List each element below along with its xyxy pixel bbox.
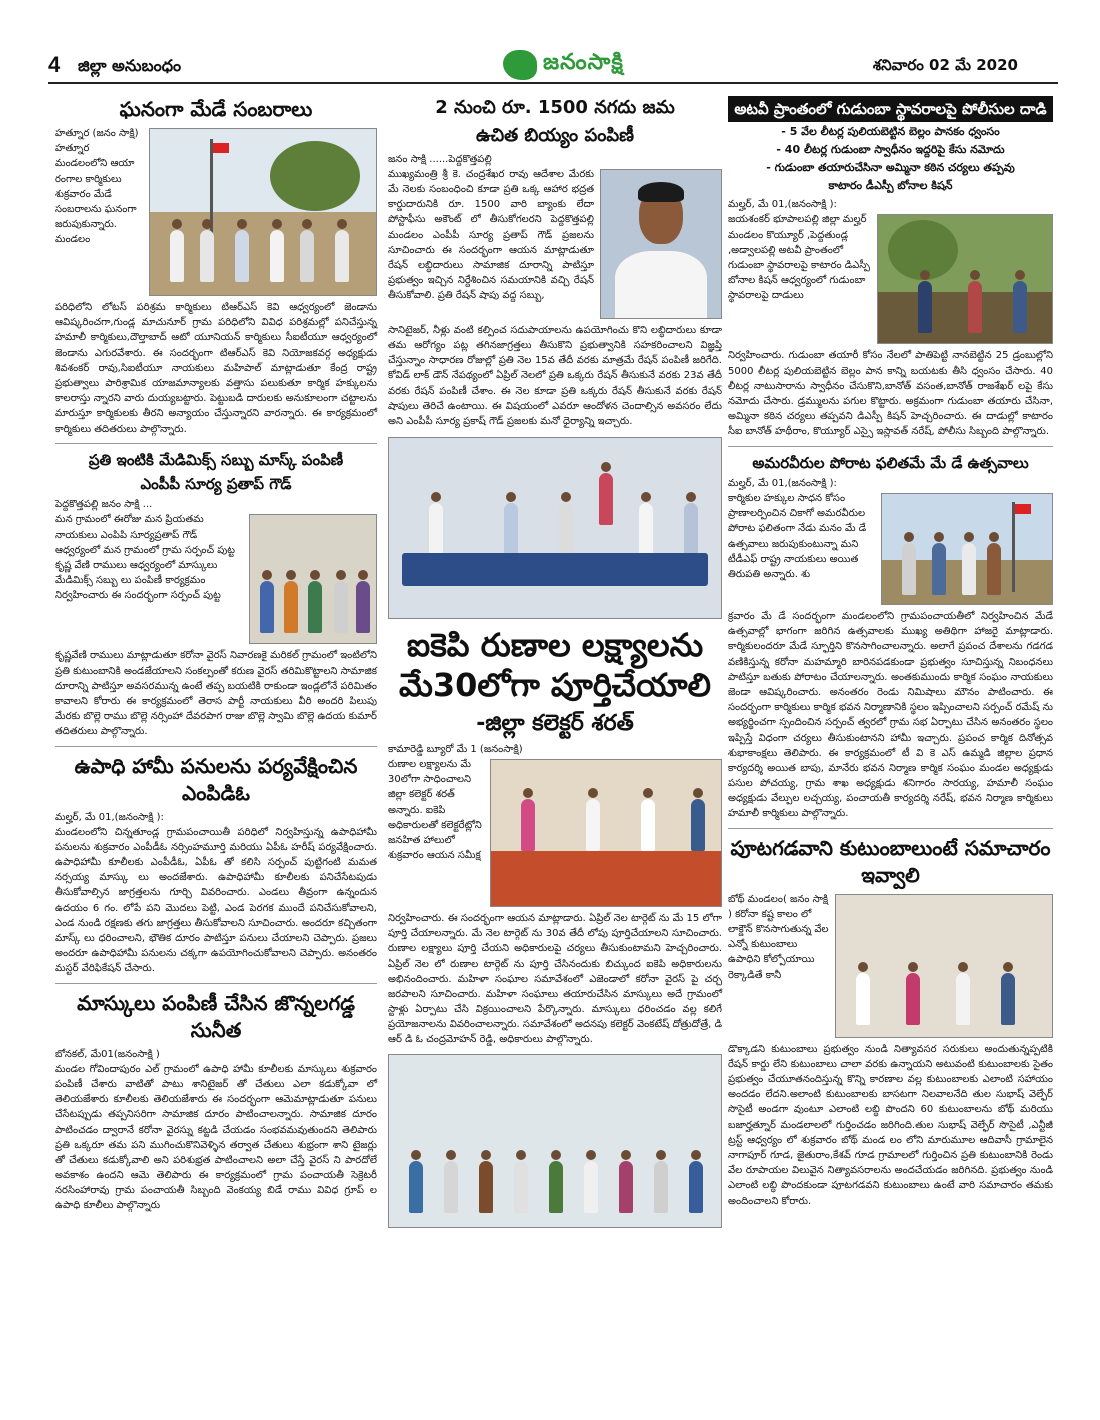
article-headline: ప్రతి ఇంటికి మేడిమిక్స్ సబ్బు మాస్క్ పంపిణీ	[88, 450, 344, 469]
article-body: నిర్వహించారు. ఈ సందర్భంగా ఆయన మాట్లాడారు. ఏప్రిల్ నెల టార్గెట్ ను మే 15 లోగా పూర్తి చేయాలన్నారు. మే నెల టార్గెట్ ను 30వ తేదీ లోపు పూర్తిచేయాలని సూచించారు. రుణాల లక్ష్యాలు పూర్తి చేయని అధికారులపై చర్యలు తీసుకుంటామని హెచ్చరించారు. ఏప్రిల్ నెల లో రుణాల టార్గెట్ ను పూర్తి చేసినందుకు బిచ్కుంద ఐకెపి అధికారులను అభినందించారు. మహిళా సంఘాల సమావేశంలో ఎజెండాలో కరోనా వైరస్ పై చర్చ జరపాలని సూచించారు. మహిళా సంఘాలు తయారుచేసిన మాస్కులు అదే గ్రామంలో స్టాళ్లు ఏర్పాటు చేసి విక్రయించాలని పేర్కొన్నారు. మాస్కులు ధరించడం వల్ల కలిగే ప్రయోజనాలను వివరించాలన్నారు. సమావేశంలో అదనపు కలెక్టర్ వెంకటేష్ దోత్రుదోత్రే, డి ఆర్ డి ఓ చంద్రమోహన్ రెడ్డి, అధికారులు పాల్గొన్నారు.	[388, 912, 722, 1046]
divider	[55, 983, 377, 984]
article-photo	[835, 894, 1053, 1038]
article-headline: 2 నుంచి రూ. 1500 నగదు జమ	[435, 97, 675, 118]
article-mayday-martyrs	[728, 453, 1053, 822]
article-intro: బోథ్ మండలం( జనం సాక్షి ) కరోనా కష్ట కాలం లో లాక్డౌన్ కొనసాగుతున్న వేల ఎన్నో కుటుంబాలు ఉపాధిని కోల్పోయాయి రెక్కాడితే కానీ	[728, 893, 829, 981]
column-left	[55, 92, 377, 1214]
divider	[55, 443, 377, 444]
article-photo	[881, 493, 1053, 605]
article-ikp-loan-targets	[388, 625, 722, 1048]
article-subhead: -జిల్లా కలెక్టర్ శరత్	[476, 711, 634, 737]
article-headline: అమరవీరుల పోరాట ఫలితమే మే డే ఉత్సవాలు	[752, 453, 1029, 472]
article-bullet: - గుడుంబా తయారుచేసినా అమ్మినా కఠిన చర్యలు తప్పవు	[766, 161, 1015, 175]
article-body: డొక్కాడని కుటుంబాలు ప్రభుత్వం నుండి నిత్యావసర సరుకులు అందుతున్నప్పటికి రేషన్ కార్డు లేని కుటుంబాలు చాలా వరకు ఉన్నాయని అటువంటి కుటుంబాలకు సైతం ప్రభుత్వం చేయూతనందిస్తున్న కొన్ని కారణాల వల్ల కుటుంబాలకు ఎలాంటి సహాయం అందడం లేదని.అలాంటి కుటుంబాలకు బాసటగా నిలవాలనేది తుల సుభాష్ వెల్ఫేర్ సొసైటీ అండగా వుంటూ ఎలాంటి లబ్ధి పొందని 60 కుటుంబాలను బోథ్ మరియు బజార్హత్నూర్ మండలాలలో గుర్తించడం జరిగింది.తుల సుభాష్ వెల్ఫేర్ సొసైటీ ,ఎన్టీజీ ట్రస్ట్ ఆధ్వర్యం లో శుక్రవారం బోథ్ మండ లం లోని మారుమూల ఆదివాసీ గ్రామాలైన నాగాపూర్ గూడ, జైతురాం,కేశవ్ గూడ గ్రామాలలో గుర్తించిన ప్రతి కుటుంబానికి రెండు వేల రూపాయల విలువైన నిత్యావసరాలను అందచేయడం జరిగినది. ప్రభుత్వం నుండి ఎలాంటి లబ్ధి పొందకుండా పూటగడవని కుటుంబాలు ఉంటే వారి సమాచారం తమకు అందించాలని కోరారు.	[728, 1043, 1053, 1207]
article-intro: హత్నూర (జనం సాక్షి) హత్నూర మండలంలోని ఆయా రంగాల కార్మికులు శుక్రవారం మేడే సంబరాలను ఘనంగా జరుపుకున్నారు. మండలం	[55, 128, 139, 246]
article-subhead: ఎంపీపీ సూర్య ప్రతాప్ గౌడ్	[140, 474, 292, 493]
divider	[728, 446, 1053, 447]
article-body: కృష్ణవేణి రాములు మాట్లాడుతూ కరోనా వైరస్ నివారణకై మరికల్ గ్రామంలో ఇంటిలోని ప్రతి కుటుంబానికి అండజేయాలని సంకల్పంతో కరుణ వైరస్ తరిమికొట్టాలని సామాజిక దూరాన్ని పాటిస్తూ అవసరమున్న ఉంటే తప్ప బయటికి రాకుండా ఇండ్లలోనే పరిమితం కావాలని కోరారు ఈ కార్యక్రమంలో తెరాస పార్టీ నాయకులు వీరి అందరి పిలుపు మేరకు బొల్లె రాము బొల్లె నర్సింహా దేవరపాగ రాజు బొల్లె స్వామి బొల్లె ఉదయ కుమార్ తదితరులు పాల్గొన్నారు.	[55, 650, 377, 738]
newspaper-logo	[503, 48, 624, 82]
article-rs1500-cash	[388, 96, 722, 429]
article-intro: జయశంకర్ భూపాలపల్లి జిల్లా మల్హర్ మండలం కొయ్యూర్ ,పెద్దతుండ్ల ,అడ్వాలపల్లి అటవీ ప్రాంతంలో గుడుంబా స్థావరాలపై కాటారం డిఎస్పీ బోనాల కిషన్ ఆధ్వర్యంలో గుడుంబా స్థావరాలపై దాడులు	[728, 214, 870, 302]
article-dateline: బోనకల్, మే01(జనంసాక్షి )	[55, 1048, 160, 1060]
article-dateline: మల్హర్, మే 01,(జనంసాక్షి ):	[728, 477, 837, 489]
column-right	[728, 92, 1053, 1209]
article-headline: ఉపాధి హామీ పనులను పర్యవేక్షించిన ఎంపిడిఓ	[74, 753, 358, 805]
article-body: క్రవారం మే డే సందర్భంగా మండలంలోని గ్రామపంచాయతీలో నిర్వహించిన మేడే ఉత్సవాల్లో భాగంగా జరిగిన ఉత్సవాలకు ముఖ్య అతిథిగా హాజరై మాట్లాడారు. కార్మికులందరూ మేడే స్ఫూర్తిని కొనసాగించాలన్నారు. అలాగే ప్రపంచ దేశాలను గడగడ వణికిస్తున్న కరోనా మహమ్మారి బారినపడకుండా ప్రభుత్వం సూచిస్తున్న నిబంధనలు పాటిస్తూ బతుకు పోరాటం చేయాలన్నారు. అంతకుముందు కార్మిక సంఘం నాయకులు జెండా ఆవిష్కరించారు. అనంతరం రెండు నిమిషాలు మౌనం పాటించారు. ఈ సందర్భంగా కార్మికులు కార్మిక భవన నిర్మాణానికి స్థలం ఇప్పించాలని సర్పంచ్ రమేష్ ను అభ్యర్థించగా స్పందించిన సర్పంచ్ త్వరలో గ్రామ సభ ఏర్పాటు చేసిన అనంతరం స్థలం ఇప్పిస్తే విధంగా చర్యలు తీసుకుంటానని హామీ ఇచ్చారు. ప్రపంచ కార్మిక దినోత్సవ శుభాకాంక్షలు తెలిపారు. ఈ కార్యక్రమంలో టీ వి కె ఎస్ ఉమ్మడి జిల్లాల ప్రధాన కార్యదర్శి అయిత బాపు, మానేరు భవన నిర్మాణ కార్మిక సంఘం మండల అధ్యక్షుడు పసుల పోచయ్య, గ్రామ శాఖ అధ్యక్షుడు శనిగారం సారయ్య, హమాలీ సంఘం అధ్యక్షుడు వేల్పుల లచ్చయ్య, పంచాయతీ కార్యదర్శి నరేష్, భవన నిర్మాణ కార్మికులు హమాలీ కార్మికులు పాల్గొన్నారు.	[728, 611, 1053, 820]
mpp-portrait-photo	[600, 169, 722, 319]
article-mayday-celebrations	[55, 96, 377, 437]
logo-text: జనంసాక్షి	[543, 50, 624, 75]
masthead	[48, 48, 1058, 88]
article-dateline: మల్హర్, మే 01,(జనంసాక్షి ):	[55, 811, 164, 823]
section-name: జిల్లా అనుబంధం	[78, 56, 182, 75]
article-headline: పూటగడవాని కుటుంబాలుంటే సమాచారం ఇవ్వాలి	[730, 835, 1051, 887]
article-headline: మాస్కులు పంపిణీ చేసిన జొన్నలగడ్డ సునీత	[77, 990, 355, 1042]
article-intro: రుణాల లక్ష్యాలను మే 30లోగా సాధించాలని జిల్లా కలెక్టర్ శరత్ అన్నారు. ఐకెపి అధికారులతో కలెక్టరేట్లోని జనహిత హాలులో శుక్రవారం ఆయన సమీక్ష	[388, 758, 482, 862]
article-subhead: ఉచిత బియ్యం పంపిణీ	[475, 125, 635, 147]
article-body: పరిధిలోని లోటస్ పరిశ్రమ కార్మికులు టిఆర్ఎస్ కెవి ఆధ్వర్యంలో జెండాను ఆవిష్కరించగా,గుండ్ల మాచునూర్ గ్రామ పరిధిలోని వివిధ పరిశ్రమల్లో పనిచేస్తున్న హమాలీ కార్మికులు,దౌల్తాబాద్ ఆటో యూనియన్ కార్మికులు సీఐటీయూ ఆధ్వర్యంలో జెండాను ఎగురవేశారు. ఈ సందర్భంగా టిఆర్ఎస్ కెవి నియోజకవర్గ అధ్యక్షుడు శివశంకర్ రావు,సిఐటీయూ నాయకులు మహిపాల్ మాట్లాడుతూ కేంద్ర రాష్ట్ర ప్రభుత్వాలు పారిశ్రామిక యాజమాన్యాలకు వత్తాసు పలుకుతూ కార్మిక హక్కులను కాలరాస్తు న్నారని వారు దుయ్యబట్టారు. పెట్టుబడి దారులకు అనుకూలంగా చట్టాలను మారుస్తూ కార్మికులకు తీరని అన్యాయం చేస్తున్నారని వారన్నారు. ఈ కార్యక్రమంలో కార్మికులు తదితరులు పాల్గొన్నారు.	[55, 302, 377, 435]
article-photo	[877, 214, 1053, 344]
article-photo	[490, 759, 722, 907]
article-intro: ముఖ్యమంత్రి శ్రీ కె. చంద్రశేఖర రావు ఆదేశాల మేరకు మే నెలకు సంబంధించి కూడా ప్రతి ఒక్క ఆహార భద్రత కార్డుదారునికి రూ. 1500 వారి బ్యాంకు లేదా పోస్టాఫీసు అకౌంట్ లో తీసుకోగలరని పెద్దకొత్తపల్లి మండలం ఎంపీపీ సూర్య ప్రతాప్ గౌడ్ ప్రజలను సూచించారు ఈ సందర్భంగా ఆయన మాట్లాడుతూ రేషన్ లబ్ధిదారులు సామాజిక దూరాన్ని పాటిస్తూ ప్రభుత్వం ఇచ్చిన నిర్దేశించిన సమయానికి వచ్చి రేషన్ తీసుకోవాలి. ప్రతి రేషన్ షాపు వద్ద సబ్బు,	[388, 168, 594, 302]
article-byline: కాటారం డీఎస్పీ బోనాల కిషన్	[828, 179, 953, 193]
article-mpdo-inspection	[55, 753, 377, 977]
article-medimix-mask-distribution	[55, 450, 377, 740]
article-bullet: - 5 వేల లీటర్ల పులియబెట్టిన బెల్లం పానకం ధ్వంసం	[781, 125, 1000, 139]
article-gudumba-raid	[728, 96, 1053, 440]
issue-date: శనివారం 02 మే 2020	[872, 56, 1018, 74]
telangana-map-icon	[503, 50, 537, 80]
divider	[55, 746, 377, 747]
meeting-photo	[388, 437, 722, 619]
article-photo	[149, 128, 377, 296]
page-number: 4	[48, 52, 61, 77]
article-dateline: మల్హర్, మే 01,(జనంసాక్షి ):	[728, 199, 837, 211]
article-body: నిర్వహించారు. గుడుంబా తయారీ కోసం నేలలో పాతిపెట్టి నానబెట్టిన 25 డ్రంబుల్లోని 5000 లీటర్ల పులియబెట్టిన బెల్లం పాన కాన్ని బయటకు తీసి ధ్వంసం చేసారు. 40 లీటర్ల నాటుసారాను స్వాధీనం చేసుకొని,బానోత్ వసంత,బానోత్ రాజశేఖర్ లపై కేసు నమోదు చేసారు. డ్రమ్ములను పగుల కొట్టారు. అక్రమంగా గుడుంబా తయారు చేసినా, అమ్మినా కఠిన చర్యలు తప్పవని డిఎస్పీ కిషన్ హెచ్చరించారు. ఈ దాడుల్లో కాటారం సీఐ బానోత్ హథీరాం, కొయ్యూర్ ఎస్సై ఇస్లావత్ నరేష్, పోలీసు సిబ్బంది పాల్గొన్నారు.	[728, 350, 1053, 438]
article-intro: కార్మికుల హక్కుల సాధన కోసం ప్రాణాలర్పించిన చికాగో అమరవీరుల పోరాట ఫలితంగా నేడు మనం మే డే ఉత్సవాలు జరుపుకుంటున్నా మని టీడీఎఫ్ రాష్ట్ర నాయకులు అయిత తిరుపతి అన్నారు. శు	[728, 493, 867, 580]
article-bullet: - 40 లీటర్ల గుడుంబా స్వాధీనం ఇద్దరిపై కేసు నమోదు	[776, 143, 1005, 157]
article-body: మండలంలోని చిన్నతూండ్ల గ్రామపంచాయితీ పరిధిలో నిర్వహిస్తున్న ఉపాధిహామీ పనులను శుక్రవారం ఎంపీడీఓ నర్సింహమూర్తి మరియు ఏపీఓ హరీష్ పర్యవేక్షించారు. ఉపాధిహామీ కూలీలకు ఎంపీడీఓ, ఏపీఓ తో కలిసి సర్పంచ్ పుట్టిగంటి మమత నర్సయ్య మాస్కు లు అందజేశారు. ఉపాధిహామీ కూలీలకు పనిచేసేటపుడు తీసుకోవాల్సిన జాగ్రత్తలను గూర్చి వివరించారు. ఎండలు తీవ్రంగా ఉన్నందున ఉదయం 6 గం. లోపే పని మొదలు పెట్టి, ఎండ పెరగక ముందే పనిచేసుకోవాలని, ఎండ నుండి రక్షణకు తగు జాగ్రత్తలు తీసుకోవాలని సూచించారు. అందరూ కచ్చితంగా మాస్క్ లు ధరించాలని, భౌతిక దూరం పాటిస్తూ పనులు చేయాలని చెప్పారు. ప్రజలు అందరూ ఉపాధిహామీ పనులను చక్కగా ఉపయోగించుకోవాలని చెప్పారు. అనంతరం మస్టర్ వేరిఫికేషన్ చేసారు.	[55, 826, 377, 975]
article-intro: మన గ్రామంలో ఈరోజు మన ప్రియతమ నాయకులు ఎంపిపి సూర్యప్రతాప్ గౌడ్ ఆధ్వర్యంలో మన గ్రామంలో గ్రామ సర్పంచ్ పుట్ట కృష్ణ వేణి రాములు ఆధ్వర్యంలో మాస్కులు మేడిమిక్స్ సబ్బు లు పంపిణీ కార్యక్రమం నిర్వహించారు ఈ సందర్భంగా సర్పంచ్ పుట్ట	[55, 514, 235, 602]
article-photo	[249, 514, 377, 644]
audience-photo	[388, 1054, 722, 1228]
article-families-in-need	[728, 835, 1053, 1209]
article-mask-distribution-sunitha	[55, 990, 377, 1214]
article-headline: అటవీ ప్రాంతంలో గుడుంబా స్థావరాలపై పోలీసుల దాడి	[728, 96, 1053, 122]
article-body: సానిటైజర్, నీళ్లు వంటి కల్పించ సదుపాయాలను ఉపయోగించు కొని లబ్ధిదారులు కూడా తమ ఆరోగ్యం పట్ల తగినజాగ్రత్తలు తీసుకొని ప్రభుత్వానికి సహకరించాలని విజ్ఞప్తి చేస్తున్నాం సాధారణ రోజుల్లో ప్రతి నెల 15వ తేదీ వరకు మాత్రమే రేషన్ పంపిణీ జరిగేది. కోవిడ్ లాక్ డౌన్ నేపథ్యంలో ఏప్రిల్ నెలలో ప్రతి ఒక్కరు రేషన్ తీసుకునే వరకు 23వ తేదీ వరకు రేషన్ పంపిణీ చేశాం. ఈ నెల కూడా ప్రతి ఒక్కరు రేషన్ తీసుకునే వరకు రేషన్ షాపులు తెరిచే ఉంటాయి. ఈ విషయంలో ఎవరూ ఆందోళన చెందాల్సిన అవసరం లేదు అని ఎంపీపీ సూర్య ప్రకాష్ గౌడ్ ప్రజలకు మనో ధైర్యాన్ని ఇచ్చారు.	[388, 324, 722, 427]
article-dateline: కామారెడ్డి బ్యూరో మే 1 (జనంసాక్షి)	[388, 743, 523, 755]
header-rule	[48, 82, 1058, 84]
article-body: మండల గోవిందాపురం ఎల్ గ్రామంలో ఉపాధి హామీ కూలీలకు మాస్కులు శుక్రవారం పంపిణీ చేశారు వాటితో పాటు శానిటైజర్ తో చేతులు ఎలా కడుక్కోవా లో తెలియజేశారు కూలీలకు తెలియజేశారు ఈ సందర్భంగా ఆమెమాట్లాడుతూ పనులు చేసేటప్పుడు తప్పనిసరిగా సామాజిక దూరం పాటించాలన్నారు. సామాజిక దూరం పాటించడం ద్వారానే కరోనా వైరస్ను కట్టడి చేయడం సంభవమవుతుందని తెలిపారు ప్రతి ఒక్కరూ తమ పని ముగించుకొనివెళ్ళిన తర్వాత చేతులు శుభ్రంగా శాని టైజర్లు తో చేతులు కడుక్కోవాలి అని పరిశుభ్రత పాటించాలని అలా చేస్తే వైరస్ ని పారదోలే అవకాశం ఉందని ఆమె తెలిపారు ఈ కార్యక్రమంలో గ్రామ పంచాయతీ సెక్రెటరీ నరసింహారావు గ్రామ పంచాయతీ సిబ్బంది వెంకయ్య బిడే రాము వివిధ గ్రూప్ ల ఉపాధి కూలీలు పాల్గొన్నారు	[55, 1063, 377, 1212]
article-dateline: పెద్దకొత్తపల్లి జనం సాక్షి ...	[55, 499, 153, 511]
article-headline: ఐకెపి రుణాల లక్ష్యాలను మే30లోగా పూర్తిచేయాలి	[399, 626, 711, 705]
article-dateline: జనం సాక్షి ......పెద్దకొత్తపల్లి	[388, 153, 492, 165]
column-middle	[388, 92, 722, 1234]
divider	[728, 828, 1053, 829]
article-headline: ఘనంగా మేడే సంబరాలు	[119, 97, 313, 121]
